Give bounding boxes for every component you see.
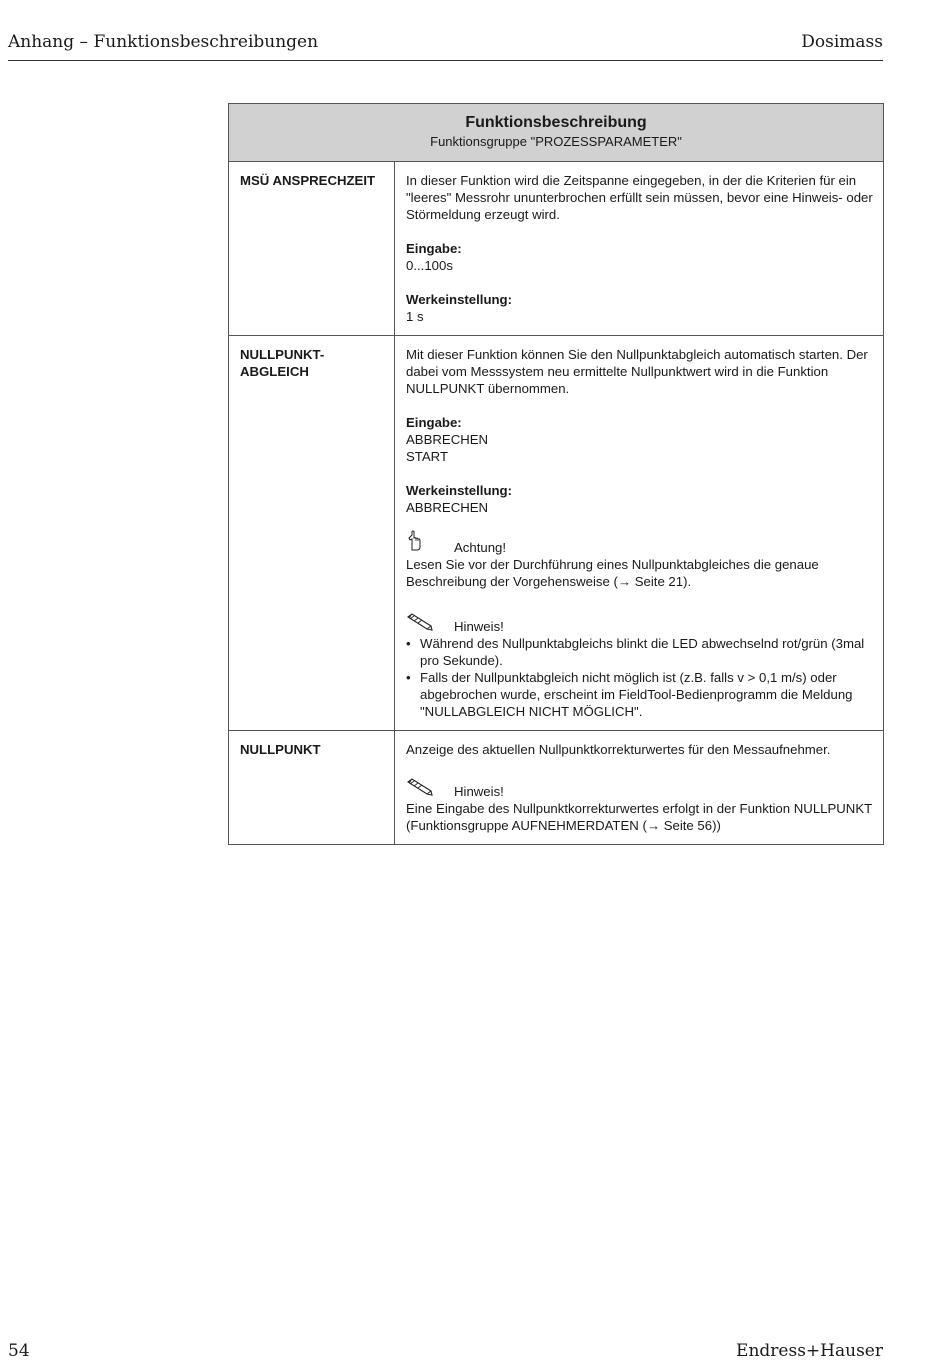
note-text: Eine Eingabe des Nullpunktkorrekturwertes erfolgt in der Funktion NULLPUNKT (Funktionsgruppe AUFNEHMERDATEN (→ Seite 56)) — [406, 801, 872, 833]
default-value: 1 s — [406, 309, 424, 324]
default-value: ABBRECHEN — [406, 500, 489, 515]
running-header-right: Dosimass — [801, 32, 883, 52]
table-row — [229, 162, 884, 336]
input-label: Eingabe: — [406, 241, 462, 256]
list-item: • Während des Nullpunktabgleichs blinkt die LED abwechselnd rot/grün (3mal pro Sekunde). — [406, 635, 873, 669]
running-header-left: Anhang – Funktionsbeschreibungen — [8, 32, 319, 52]
list-item: • Falls der Nullpunktabgleich nicht möglich ist (z.B. falls v > 0,1 m/s) oder abgebrochen wurde, erscheint im FieldTool-Bedienprogramm die Meldung "NULLABGLEICH NICHT MÖGLICH". — [406, 669, 873, 720]
default-label: Werkeinstellung: — [406, 483, 513, 498]
function-table — [228, 103, 884, 845]
table-title: Funktionsbeschreibung — [465, 114, 647, 131]
note-heading — [406, 615, 873, 635]
function-name — [229, 336, 395, 731]
description-text: In dieser Funktion wird die Zeitspanne eingegeben, in der die Kriterien für ein "leeres" Messrohr ununterbrochen erfüllt sein müssen, bevor eine Hinweis- oder Störmeldung erzeugt wird. — [406, 173, 873, 222]
input-label: Eingabe: — [406, 415, 462, 430]
pencil-icon — [406, 778, 454, 800]
description-text: Mit dieser Funktion können Sie den Nullpunktabgleich automatisch starten. Der dabei vom Messsystem neu ermittelte Nullpunktwert wird in die Funktion NULLPUNKT übernommen. — [406, 347, 868, 396]
note-heading — [406, 780, 873, 800]
input-option: ABBRECHEN — [406, 432, 489, 447]
note-list — [406, 635, 873, 720]
page-number: 54 — [8, 1341, 30, 1361]
footer-brand: Endress+Hauser — [736, 1341, 883, 1361]
default-label: Werkeinstellung: — [406, 292, 513, 307]
table-row — [229, 731, 884, 845]
note-title: Hinweis! — [454, 784, 504, 799]
input-value: 0...100s — [406, 258, 453, 273]
header-rule — [8, 60, 883, 61]
table-header-row — [229, 104, 884, 162]
pointing-hand-icon — [406, 530, 454, 556]
function-description — [395, 336, 884, 731]
table-row — [229, 336, 884, 731]
description-text: Anzeige des aktuellen Nullpunktkorrekturwertes für den Messaufnehmer. — [406, 742, 831, 757]
caution-text: Lesen Sie vor der Durchführung eines Nullpunktabgleiches die genaue Beschreibung der Vorgehensweise (→ Seite 21). — [406, 557, 819, 589]
table-header — [229, 104, 884, 162]
function-name-line: ABGLEICH — [240, 364, 309, 379]
function-description — [395, 162, 884, 336]
table-subtitle: Funktionsgruppe "PROZESSPARAMETER" — [430, 134, 682, 149]
pencil-icon — [406, 613, 454, 635]
function-description — [395, 731, 884, 845]
caution-heading — [406, 536, 873, 556]
function-name: MSÜ ANSPRECHZEIT — [229, 162, 395, 336]
input-option: START — [406, 449, 449, 464]
note-title: Hinweis! — [454, 619, 504, 634]
function-name: NULLPUNKT — [229, 731, 395, 845]
caution-title: Achtung! — [454, 540, 507, 555]
function-name-line: NULLPUNKT- — [240, 347, 325, 362]
